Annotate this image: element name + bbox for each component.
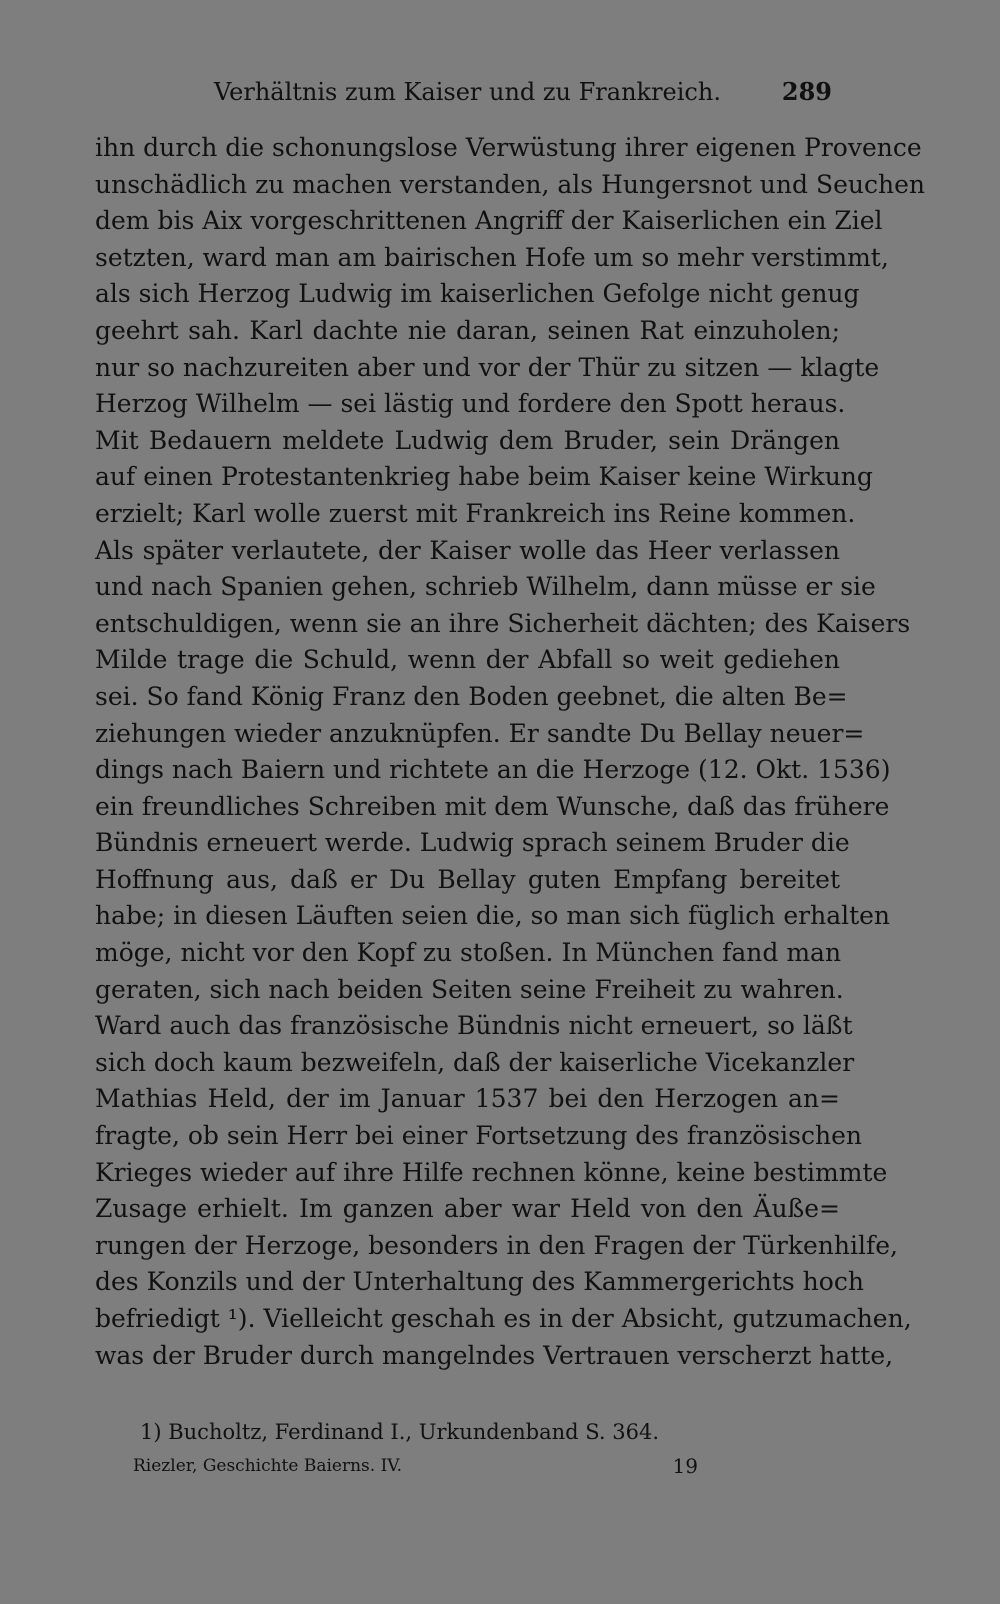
- text-line: Milde trage die Schuld, wenn der Abfall so weit gediehen: [95, 645, 840, 675]
- text-line: sei. So fand König Franz den Boden geebnet, die alten Be=: [95, 681, 848, 711]
- text-line: rungen der Herzoge, besonders in den Fragen der Türkenhilfe,: [95, 1230, 898, 1260]
- running-title: Verhältnis zum Kaiser und zu Frankreich.: [214, 78, 721, 106]
- text-line: Als später verlautete, der Kaiser wolle das Heer verlassen: [95, 535, 840, 565]
- text-line: auf einen Protestantenkrieg habe beim Kaiser keine Wirkung: [95, 462, 873, 492]
- text-line: Krieges wieder auf ihre Hilfe rechnen könne, keine bestimmte: [95, 1157, 888, 1187]
- body-text: [95, 130, 925, 1374]
- sheet-number: 19: [672, 1454, 698, 1478]
- text-line: Mit Bedauern meldete Ludwig dem Bruder, sein Drängen: [95, 425, 840, 455]
- text-line: dem bis Aix vorgeschrittenen Angriff der Kaiserlichen ein Ziel: [95, 206, 883, 236]
- text-line: ein freundliches Schreiben mit dem Wunsche, daß das frühere: [95, 791, 890, 821]
- text-line: befriedigt ¹). Vielleicht geschah es in der Absicht, gutzumachen,: [95, 1304, 912, 1333]
- text-line: möge, nicht vor den Kopf zu stoßen. In München fand man: [95, 938, 842, 968]
- text-line: was der Bruder durch mangelndes Vertrauen verscherzt hatte,: [95, 1340, 894, 1370]
- text-line: und nach Spanien gehen, schrieb Wilhelm, dann müsse er sie: [95, 572, 876, 602]
- text-line: erzielt; Karl wolle zuerst mit Frankreich ins Reine kommen.: [95, 498, 856, 528]
- text-line: dings nach Baiern und richtete an die Herzoge (12. Okt. 1536): [95, 755, 891, 785]
- text-line: setzten, ward man am bairischen Hofe um so mehr verstimmt,: [95, 242, 889, 272]
- text-line: Ward auch das französische Bündnis nicht erneuert, so läßt: [95, 1011, 853, 1041]
- text-line: geraten, sich nach beiden Seiten seine Freiheit zu wahren.: [95, 974, 844, 1004]
- text-line: des Konzils und der Unterhaltung des Kammergerichts hoch: [95, 1267, 864, 1297]
- text-line: Hoffnung aus, daß er Du Bellay guten Empfang bereitet: [95, 864, 840, 894]
- text-line: sich doch kaum bezweifeln, daß der kaiserliche Vicekanzler: [95, 1047, 855, 1077]
- text-line: ihn durch die schonungslose Verwüstung ihrer eigenen Provence: [95, 133, 922, 162]
- text-line: unschädlich zu machen verstanden, als Hungersnot und Seuchen: [95, 169, 925, 199]
- text-line: ziehungen wieder anzuknüpfen. Er sandte Du Bellay neuer=: [95, 718, 865, 748]
- running-head: [95, 72, 840, 112]
- text-line: fragte, ob sein Herr bei einer Fortsetzung des französischen: [95, 1121, 862, 1151]
- text-line: Herzog Wilhelm — sei lästig und fordere den Spott heraus.: [95, 389, 846, 419]
- text-line: nur so nachzureiten aber und vor der Thür zu sitzen — klagte: [95, 352, 880, 382]
- text-line: Zusage erhielt. Im ganzen aber war Held von den Äuße=: [95, 1194, 840, 1224]
- footnote: 1) Bucholtz, Ferdinand I., Urkundenband S. 364.: [140, 1420, 660, 1444]
- text-line: Bündnis erneuert werde. Ludwig sprach seinem Bruder die: [95, 828, 850, 858]
- text-line: als sich Herzog Ludwig im kaiserlichen Gefolge nicht genug: [95, 279, 860, 309]
- text-line: Mathias Held, der im Januar 1537 bei den Herzogen an=: [95, 1084, 840, 1114]
- text-line: habe; in diesen Läuften seien die, so man sich füglich erhalten: [95, 901, 891, 931]
- text-line: geehrt sah. Karl dachte nie daran, seinen Rat einzuholen;: [95, 315, 840, 345]
- page-number: 289: [781, 77, 832, 106]
- signature-line: [133, 1451, 698, 1481]
- text-line: entschuldigen, wenn sie an ihre Sicherheit dächten; des Kaisers: [95, 608, 911, 638]
- printer-signature: Riezler, Geschichte Baierns. IV.: [133, 1456, 403, 1476]
